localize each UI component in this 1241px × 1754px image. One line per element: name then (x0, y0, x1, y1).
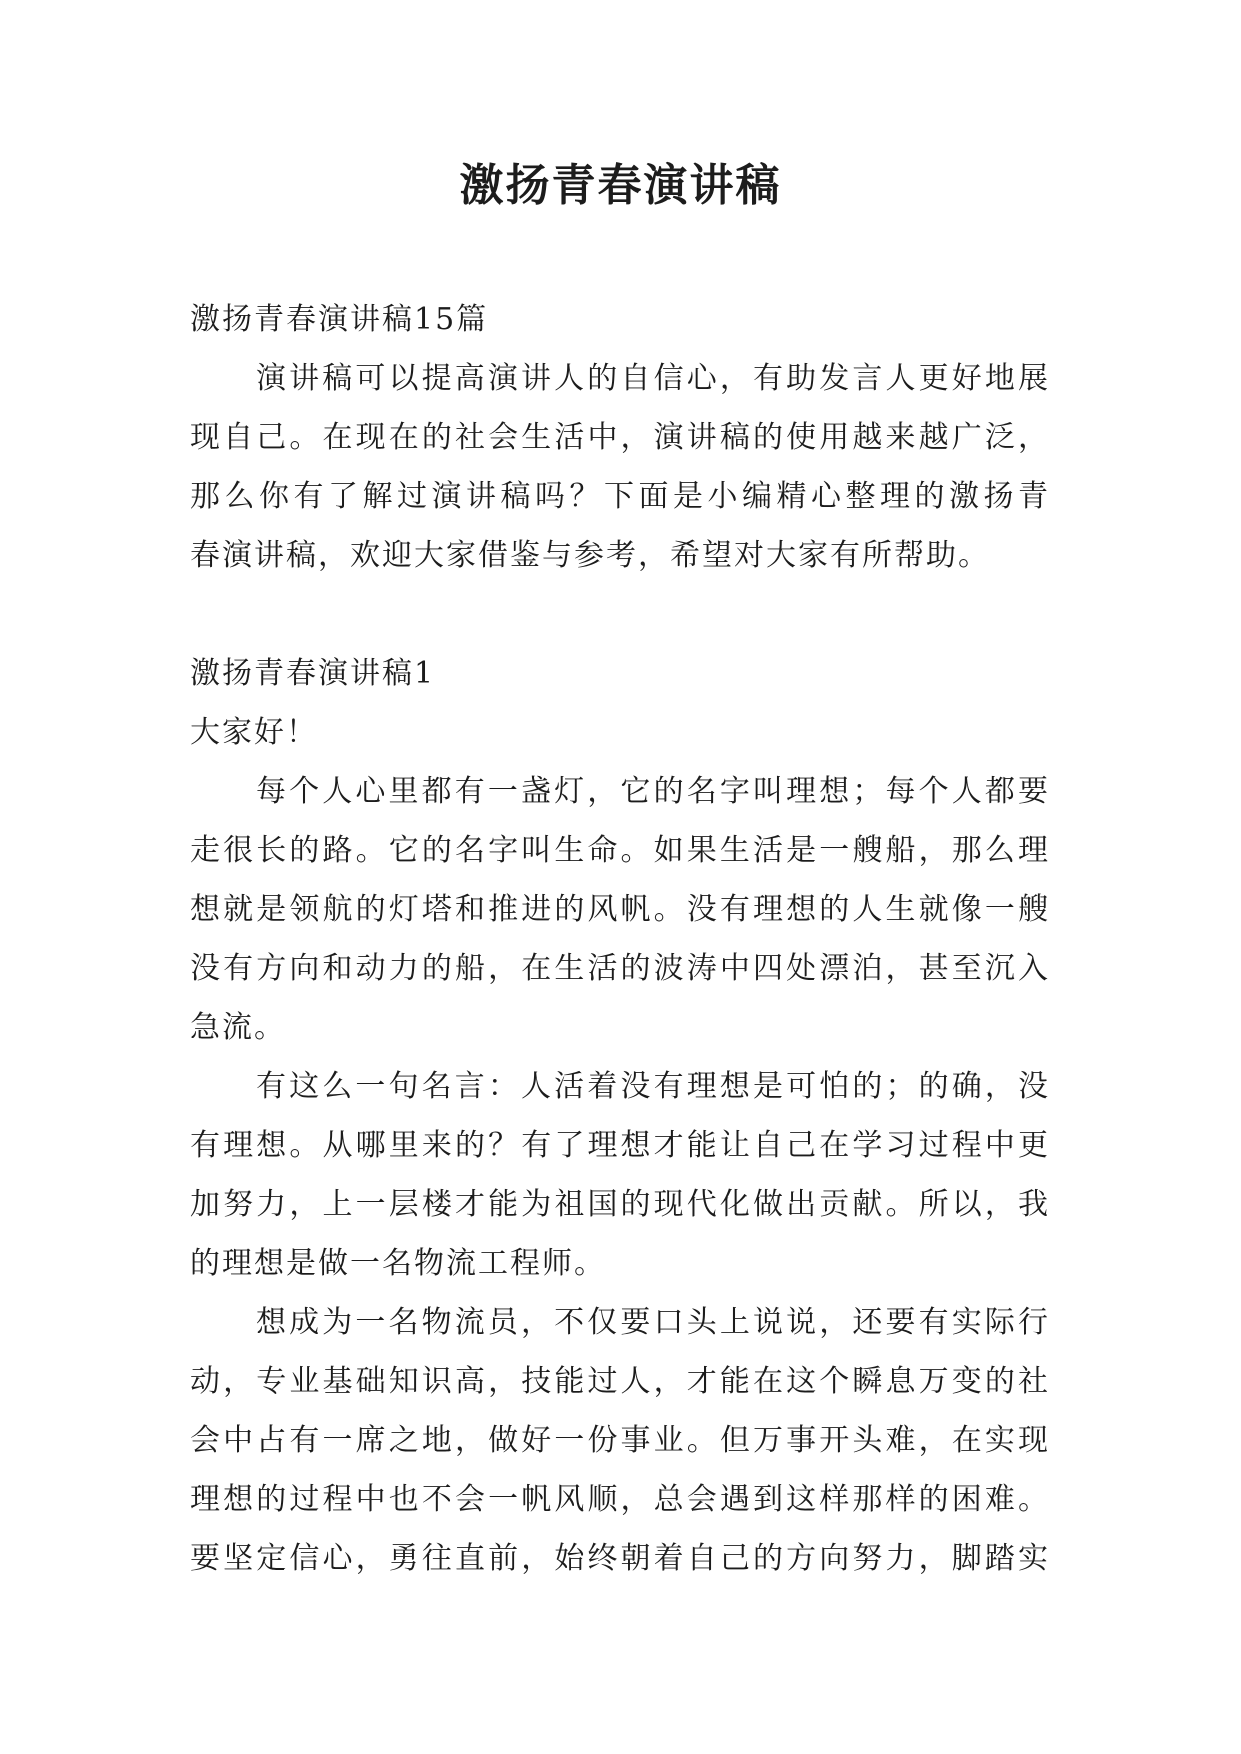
intro-line: 演讲稿可以提高演讲人的自信心，有助发言人更好地展 (256, 361, 1050, 396)
section-heading: 激扬青春演讲稿1 (190, 656, 436, 691)
paragraph-line: 的理想是做一名物流工程师。 (190, 1246, 606, 1281)
paragraph-line: 每个人心里都有一盏灯，它的名字叫理想；每个人都要 (256, 774, 1050, 809)
paragraph-line: 要坚定信心，勇往直前，始终朝着自己的方向努力，脚踏实 (190, 1541, 1050, 1576)
intro-line: 现自己。在现在的社会生活中，演讲稿的使用越来越广泛， (190, 420, 1050, 455)
paragraph-line: 加努力，上一层楼才能为祖国的现代化做出贡献。所以，我 (190, 1187, 1050, 1222)
paragraph-line: 走很长的路。它的名字叫生命。如果生活是一艘船，那么理 (190, 833, 1050, 868)
document-body (190, 290, 1050, 1588)
paragraph-line: 没有方向和动力的船，在生活的波涛中四处漂泊，甚至沉入 (190, 951, 1050, 986)
intro-line: 那么你有了解过演讲稿吗？下面是小编精心整理的激扬青 (190, 479, 1050, 514)
paragraph (190, 1057, 1050, 1293)
paragraph-line: 理想的过程中也不会一帆风顺，总会遇到这样那样的困难。 (190, 1482, 1050, 1517)
paragraph-line: 有这么一句名言：人活着没有理想是可怕的；的确，没 (256, 1069, 1050, 1104)
paragraph-line: 会中占有一席之地，做好一份事业。但万事开头难，在实现 (190, 1423, 1050, 1458)
paragraph-line: 想就是领航的灯塔和推进的风帆。没有理想的人生就像一艘 (190, 892, 1050, 927)
document-title: 激扬青春演讲稿 (459, 160, 782, 211)
paragraph (190, 762, 1050, 1057)
intro-paragraph (190, 349, 1050, 585)
collection-heading: 激扬青春演讲稿15篇 (190, 302, 489, 337)
greeting: 大家好！ (190, 715, 318, 750)
paragraph-line: 想成为一名物流员，不仅要口头上说说，还要有实际行 (256, 1305, 1050, 1340)
paragraph-line: 急流。 (190, 1010, 286, 1045)
blank-line (190, 585, 1050, 644)
intro-line: 春演讲稿，欢迎大家借鉴与参考，希望对大家有所帮助。 (190, 538, 990, 573)
paragraph (190, 1293, 1050, 1588)
paragraph-line: 有理想。从哪里来的？有了理想才能让自己在学习过程中更 (190, 1128, 1050, 1163)
paragraph-line: 动，专业基础知识高，技能过人，才能在这个瞬息万变的社 (190, 1364, 1050, 1399)
